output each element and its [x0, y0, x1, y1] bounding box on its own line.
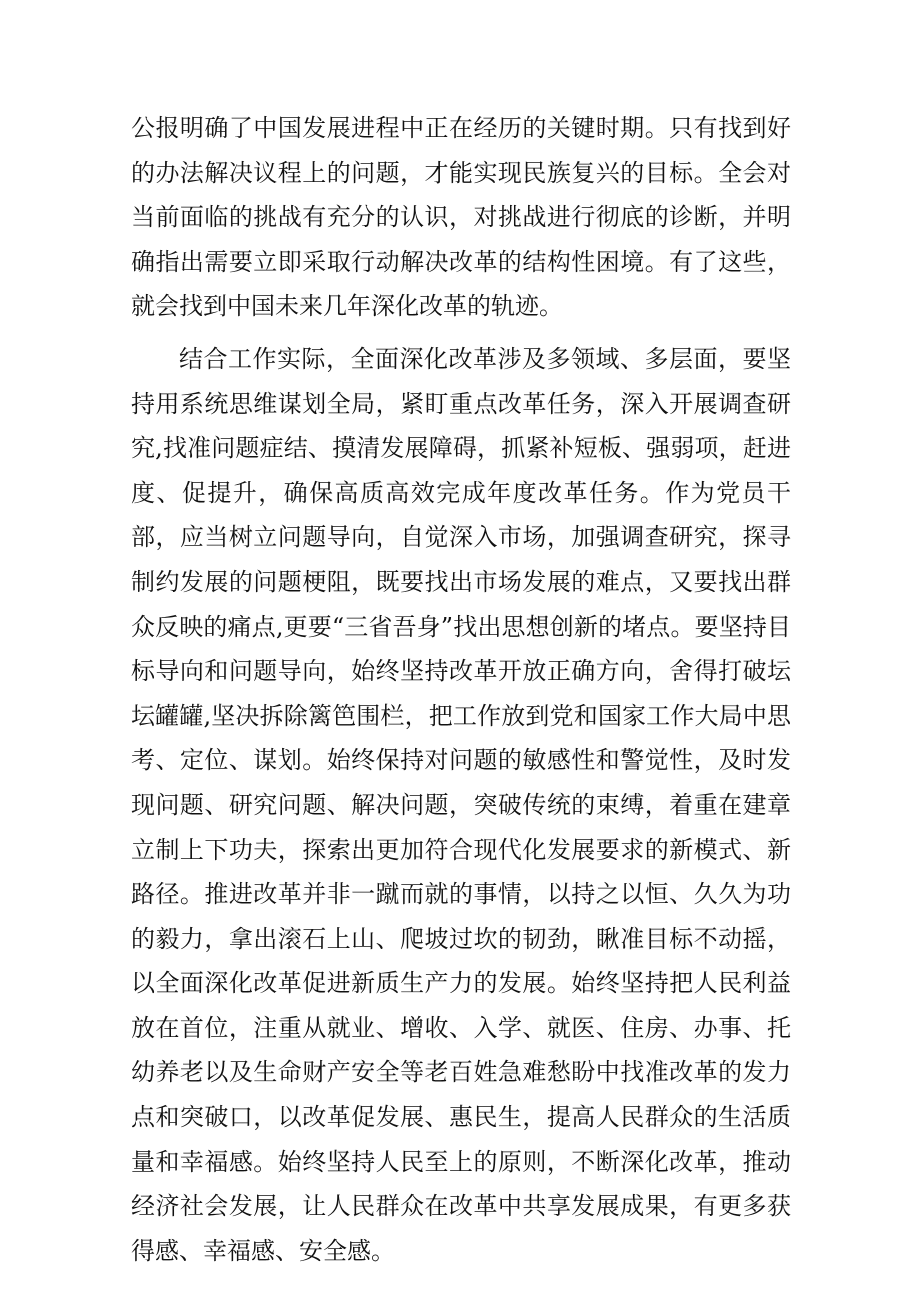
paragraph-1: 公报明确了中国发展进程中正在经历的关键时期。只有找到好的办法解决议程上的问题，才能实现民族复兴的目标。全会对当前面临的挑战有充分的认识，对挑战进行彻底的诊断，并明确指出需要立即采取行动解决改革的结构性困境。有了这些，就会找到中国未来几年深化改革的轨迹。 [131, 114, 791, 321]
body-text [131, 106, 791, 1273]
paragraph-2: 结合工作实际，全面深化改革涉及多领域、多层面，要坚持用系统思维谋划全局，紧盯重点改革任务，深入开展调查研究,找准问题症结、摸清发展障碍，抓紧补短板、强弱项，赶进度、促提升，确保高质高效完成年度改革任务。作为党员干部，应当树立问题导向，自觉深入市场，加强调查研究，探寻制约发展的问题梗阻，既要找出市场发展的难点，又要找出群众反映的痛点,更要“三省吾身”找出思想创新的堵点。要坚持目标导向和问题导向，始终坚持改革开放正确方向，舍得打破坛坛罐罐,坚决拆除篱笆围栏，把工作放到党和国家工作大局中思考、定位、谋划。始终保持对问题的敏感性和警觉性，及时发现问题、研究问题、解决问题，突破传统的束缚，着重在建章立制上下功夫，探索出更加符合现代化发展要求的新模式、新路径。推进改革并非一蹴而就的事情，以持之以恒、久久为功的毅力，拿出滚石上山、爬坡过坎的韧劲，瞅准目标不动摇，以全面深化改革促进新质生产力的发展。始终坚持把人民利益放在首位，注重从就业、增收、入学、就医、住房、办事、托幼养老以及生命财产安全等老百姓急难愁盼中找准改革的发力点和突破口，以改革促发展、惠民生，提高人民群众的生活质量和幸福感。始终坚持人民至上的原则，不断深化改革，推动经济社会发展，让人民群众在改革中共享发展成果，有更多获得感、幸福感、安全感。 [131, 344, 791, 1265]
